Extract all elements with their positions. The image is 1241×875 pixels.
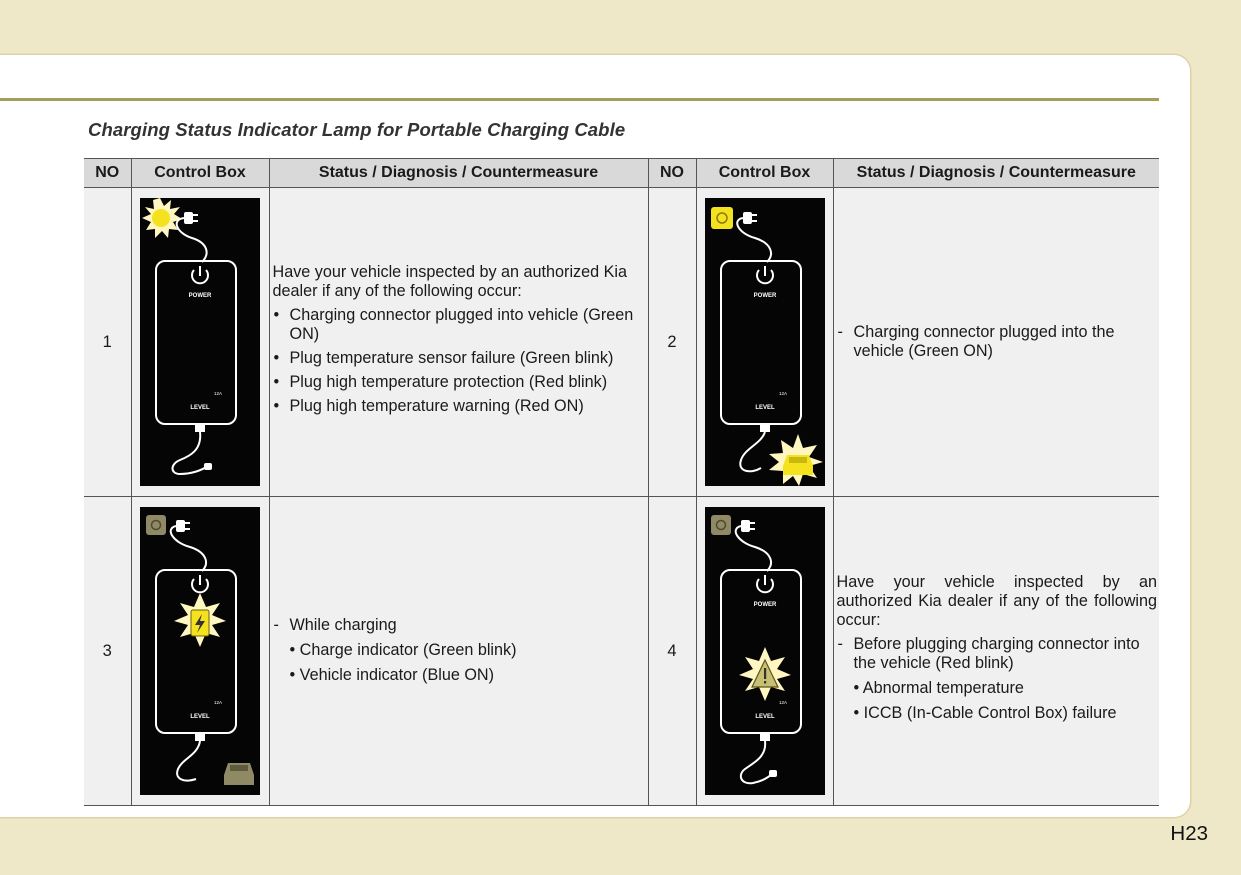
sub-list-item: • Charge indicator (Green blink)	[289, 641, 517, 659]
car-lamp-dim-icon	[224, 763, 254, 785]
plug-lamp-on-icon	[711, 207, 733, 229]
status-intro: Have your vehicle inspected by an authorized Kia dealer if any of the following occur:	[836, 573, 1157, 629]
plug-lamp-dim-icon	[146, 515, 166, 535]
header-control-box-2: Control Box	[696, 159, 833, 188]
row-number: 1	[84, 188, 131, 497]
level-label: LEVEL	[754, 405, 775, 411]
status-cell	[269, 188, 648, 497]
level-label: LEVEL	[190, 405, 210, 411]
list-item: - While charging	[273, 616, 397, 634]
list-item: • Plug high temperature warning (Red ON)	[273, 397, 584, 415]
status-cell	[833, 497, 1159, 806]
control-box-cell	[696, 497, 833, 806]
list-item: • Plug temperature sensor failure (Green blink)	[273, 349, 614, 367]
table-header-row	[84, 159, 1159, 188]
power-label: POWER	[753, 293, 776, 299]
control-box-cell	[131, 188, 269, 497]
sub-list-item: • ICCB (In-Cable Control Box) failure	[853, 704, 1117, 722]
control-box-image	[140, 198, 260, 486]
status-cell	[269, 497, 648, 806]
amp-label: 12A	[213, 391, 223, 396]
table-row	[84, 188, 1159, 497]
row-number: 4	[648, 497, 696, 806]
row-number: 2	[648, 188, 696, 497]
amp-label: 12A	[213, 700, 223, 705]
page-number: H23	[1170, 822, 1208, 845]
power-label: POWER	[753, 602, 776, 608]
header-control-box: Control Box	[131, 159, 269, 188]
sub-list-item: • Abnormal temperature	[853, 679, 1024, 697]
control-box-image	[705, 507, 825, 795]
level-label: LEVEL	[754, 714, 775, 720]
row-number: 3	[84, 497, 131, 806]
list-item: • Plug high temperature protection (Red blink)	[273, 373, 608, 391]
list-item: • Charging connector plugged into vehicle (Green ON)	[273, 306, 634, 343]
amp-label: 12A	[778, 391, 787, 396]
list-item: - Charging connector plugged into the vehicle (Green ON)	[837, 323, 1115, 360]
status-intro: Have your vehicle inspected by an authorized Kia dealer if any of the following occur:	[272, 263, 628, 300]
level-label: LEVEL	[190, 714, 210, 720]
amp-label: 12A	[778, 700, 787, 705]
table-row	[84, 497, 1159, 806]
control-box-image	[705, 198, 825, 486]
status-cell	[833, 188, 1159, 497]
power-label: POWER	[188, 293, 212, 299]
sub-list-item: • Vehicle indicator (Blue ON)	[289, 666, 495, 684]
header-status-2: Status / Diagnosis / Countermeasure	[833, 159, 1159, 188]
plug-lamp-dim-icon	[711, 515, 731, 535]
control-box-cell	[696, 188, 833, 497]
section-title: Charging Status Indicator Lamp for Portable Charging Cable	[88, 119, 626, 140]
header-no-2: NO	[648, 159, 696, 188]
header-rule	[0, 98, 1159, 101]
control-box-cell	[131, 497, 269, 806]
list-item: - Before plugging charging connector into the vehicle (Red blink)	[837, 635, 1140, 672]
indicator-lamp-table	[84, 158, 1159, 806]
header-no: NO	[84, 159, 131, 188]
control-box-image	[140, 507, 260, 795]
header-status: Status / Diagnosis / Countermeasure	[269, 159, 648, 188]
